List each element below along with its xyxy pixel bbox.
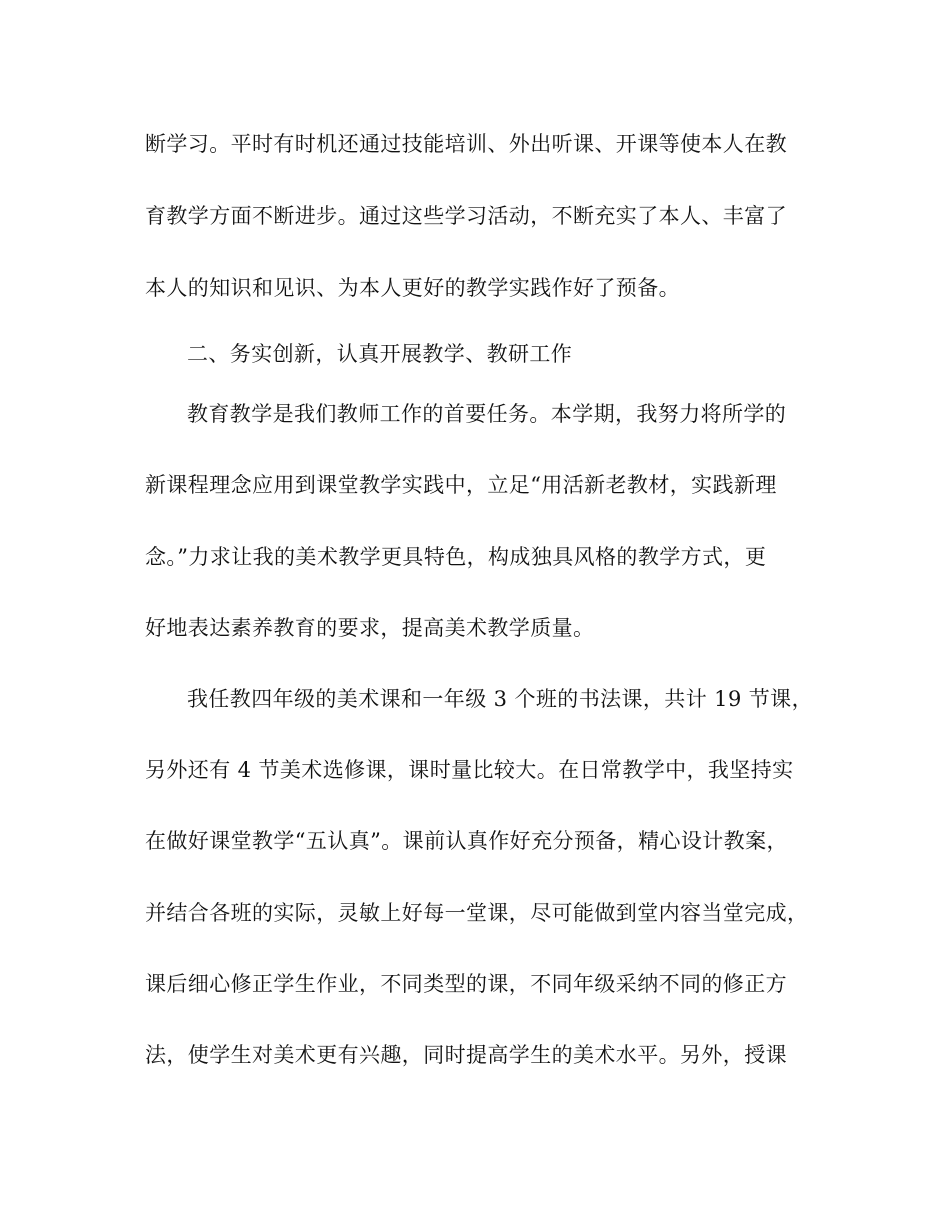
text-line: 我任教四年级的美术课和一年级 3 个班的书法课，共计 19 节课， <box>187 687 813 711</box>
text-line: 法，使学生对美术更有兴趣，同时提高学生的美术水平。另外，授课 <box>145 1043 787 1067</box>
text-line: 本人的知识和见识、为本人更好的教学实践作好了预备。 <box>145 276 680 300</box>
text-line: 在做好课堂教学“五认真”。课前认真作好充分预备，精心设计教案， <box>145 829 788 853</box>
text-line: 新课程理念应用到课堂教学实践中，立足“用活新老教材，实践新理 <box>145 473 777 497</box>
text-line: 另外还有 4 节美术选修课，课时量比较大。在日常教学中，我坚持实 <box>145 758 794 782</box>
text-line: 好地表达素养教育的要求，提高美术教学质量。 <box>145 616 595 640</box>
text-line: 教育教学是我们教师工作的首要任务。本学期，我努力将所学的 <box>187 402 787 426</box>
text-line: 课后细心修正学生作业，不同类型的课，不同年级采纳不同的修正方 <box>145 972 787 996</box>
text-line: 念。”力求让我的美术教学更具特色，构成独具风格的教学方式，更 <box>145 545 767 569</box>
text-line: 育教学方面不断进步。通过这些学习活动，不断充实了本人、丰富了 <box>145 204 787 228</box>
text-line: 并结合各班的实际，灵敏上好每一堂课，尽可能做到堂内容当堂完成， <box>145 901 809 925</box>
text-line: 断学习。平时有时机还通过技能培训、外出听课、开课等使本人在教 <box>145 132 787 156</box>
section-heading: 二、务实创新，认真开展教学、教研工作 <box>187 342 573 366</box>
